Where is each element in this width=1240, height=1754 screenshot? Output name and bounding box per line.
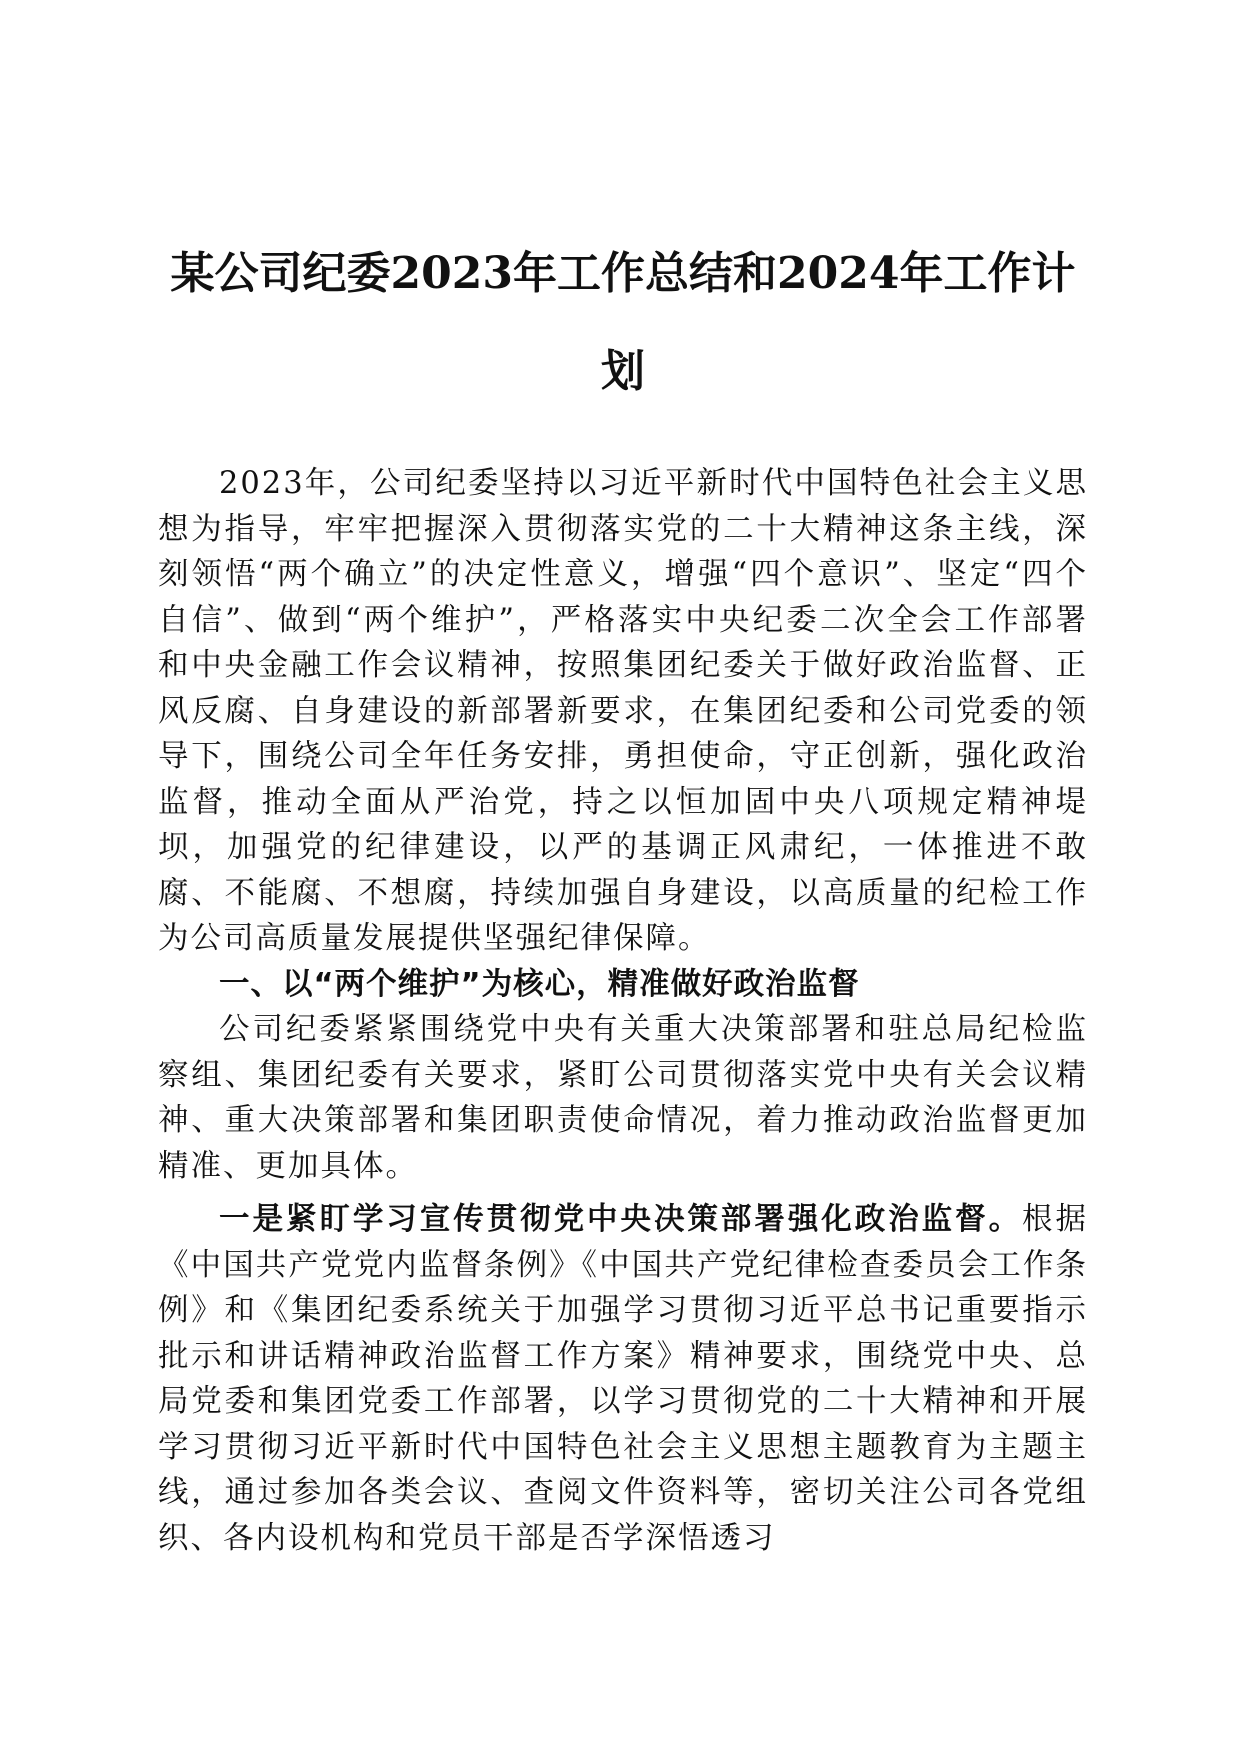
item-1-text: 根据《中国共产党党内监督条例》《中国共产党纪律检查委员会工作条例》和《集团纪委系统关于加强学习贯彻习近平总书记重要指示批示和讲话精神政治监督工作方案》精神要求，围绕党中央、总局党委和集团党委工作部署，以学习贯彻党的二十大精神和开展学习贯彻习近平新时代中国特色社会主义思想主题教育为主题主线，通过参加各类会议、查阅文件资料等，密切关注公司各党组织、各内设机构和党员干部是否学深悟透习 [158, 1202, 1089, 1556]
intro-paragraph: 2023年，公司纪委坚持以习近平新时代中国特色社会主义思想为指导，牢牢把握深入贯彻落实党的二十大精神这条主线，深刻领悟“两个确立”的决定性意义，增强“四个意识”、坚定“四个自信”、做到“两个维护”，严格落实中央纪委二次全会工作部署和中央金融工作会议精神，按照集团纪委关于做好政治监督、正风反腐、自身建设的新部署新要求，在集团纪委和公司党委的领导下，围绕公司全年任务安排，勇担使命，守正创新，强化政治监督，推动全面从严治党，持之以恒加固中央八项规定精神堤坝，加强党的纪律建设，以严的基调正风肃纪，一体推进不敢腐、不能腐、不想腐，持续加强自身建设，以高质量的纪检工作为公司高质量发展提供坚强纪律保障。 [158, 466, 1088, 956]
document-page [158, 225, 1088, 1561]
section-1-heading: 一、以“两个维护”为核心，精准做好政治监督 [219, 966, 860, 1002]
item-1-lead: 一是紧盯学习宣传贯彻党中央决策部署强化政治监督。 [219, 1202, 1023, 1237]
section-1-paragraph: 公司纪委紧紧围绕党中央有关重大决策部署和驻总局纪检监察组、集团纪委有关要求，紧盯公司贯彻落实党中央有关会议精神、重大决策部署和集团职责使命情况，着力推动政治监督更加精准、更加具体。 [158, 1012, 1088, 1184]
item-1-paragraph [158, 1197, 1088, 1561]
document-body [158, 461, 1088, 1561]
document-title: 某公司纪委2023年工作总结和2024年工作计划 [170, 248, 1076, 397]
